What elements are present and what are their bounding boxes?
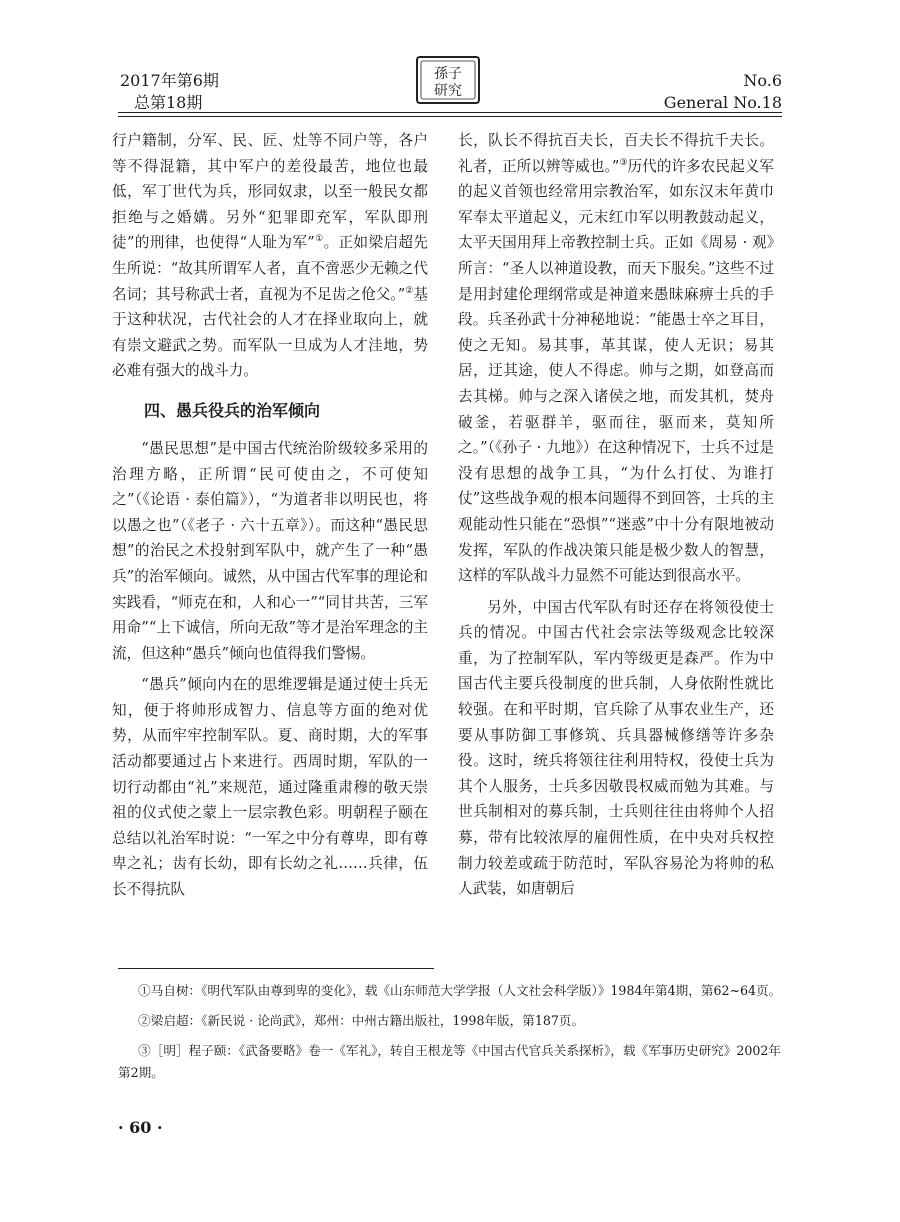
svg-text:孫子: 孫子 [434, 66, 462, 82]
left-paragraph-1: 行户籍制，分军、民、匠、灶等不同户等，各户等不得混籍，其中军户的差役最苦，地位也最低，军丁世代为兵，形同奴隶，以至一般民女都拒绝与之婚媾。另外“犯罪即充军，军队即刑徒”的刑律，也使得“人耻为军”①。正如梁启超先生所说：“故其所谓军人者，直不啻恶少无赖之代名词；其号称武士者，直视为不足齿之伧父。”②基于这种状况，古代社会的人才在择业取向上，就有崇文避武之势。而军队一旦成为人才洼地，势必难有强大的战斗力。 [112, 132, 428, 380]
left-paragraph-3: “愚兵”倾向内在的思维逻辑是通过使士兵无知，便于将帅形成智力、信息等方面的绝对优势，从而牢牢控制军队。夏、商时期，大的军事活动都要通过占卜来进行。西周时期，军队的一切行动都由“礼”来规范，通过隆重肃穆的敬天崇祖的仪式使之蒙上一层宗教色彩。明朝程子颐在总结以礼治军时说：“一军之中分有尊卑，即有尊卑之礼；齿有长幼，即有长幼之礼……兵律，伍长不得抗队 [112, 676, 428, 899]
header-year-issue: 2017年第6期 [120, 71, 219, 90]
header-rule-thin [118, 116, 782, 117]
right-column [458, 128, 774, 902]
header-general-en: General No.18 [663, 93, 782, 112]
header-right [664, 70, 782, 114]
footnote-ref-3[interactable]: ③ [619, 157, 628, 168]
left-paragraph-2: “愚民思想”是中国古代统治阶级较多采用的治理方略，正所谓“民可使由之，不可使知之”（《论语 · 泰伯篇》），“为道者非以明民也，将以愚之也”（《老子 · 六十五章》）。而这种“愚民思想”的治民之术投射到军队中，就产生了一种“愚兵”的治军倾向。诚然，从中国古代军事的理论和实践看，“师克在和，人和心一”“同甘共苦，三军用命”“上下诚信，所向无敌”等才是治军理念的主流，但这种“愚兵”倾向也值得我们警惕。 [112, 439, 428, 662]
footnote-rule [118, 968, 434, 969]
footnote-ref-2[interactable]: ② [405, 285, 414, 296]
header-left [120, 70, 219, 114]
header-total-issue: 总第18期 [134, 93, 203, 112]
svg-text:研究: 研究 [434, 83, 462, 99]
footnote-2: ②梁启超：《新民说 · 论尚武》，郑州：中州古籍出版社，1998年版，第187页。 [138, 1013, 585, 1028]
right-paragraph-2: 另外，中国古代军队有时还存在将领役使士兵的情况。中国古代社会宗法等级观念比较深重，为了控制军队，军内等级更是森严。作为中国古代主要兵役制度的世兵制，人身依附性就比较强。在和平时期，官兵除了从事农业生产，还要从事防御工事修筑、兵具器械修缮等许多杂役。这时，统兵将领往往利用特权，役使士兵为其个人服务，士兵多因敬畏权威而勉为其难。与世兵制相对的募兵制，士兵则往往由将帅个人招募，带有比较浓厚的雇佣性质，在中央对兵权控制力较差或疏于防范时，军队容易沦为将帅的私人武装，如唐朝后 [458, 598, 774, 898]
left-column [112, 128, 428, 903]
header-issue-en: No.6 [743, 71, 782, 90]
section-heading: 四、愚兵役兵的治军倾向 [144, 400, 321, 420]
right-paragraph-1: 长，队长不得抗百夫长，百夫长不得抗千夫长。礼者，正所以辨等威也。”③历代的许多农民起义军的起义首领也经常用宗教治军，如东汉末年黄巾军奉太平道起义，元末红巾军以明教鼓动起义，太平天国用拜上帝教控制士兵。正如《周易 · 观》所言：“圣人以神道设教，而天下服矣。”这些不过是用封建伦理纲常或是神道来愚昧麻痹士兵的手段。兵圣孙武十分神秘地说：“能愚士卒之耳目，使之无知。易其事，革其谋，使人无识；易其居，迂其途，使人不得虑。帅与之期，如登高而去其梯。帅与之深入诸侯之地，而发其机，焚舟破釜，若驱群羊，驱而往，驱而来，莫知所之。”（《孙子 · 九地》）在这种情况下，士兵不过是没有思想的战争工具，“为什么打仗、为谁打仗”这些战争观的根本问题得不到回答，士兵的主观能动性只能在“恐惧”“迷惑”中十分有限地被动发挥，军队的作战决策只能是极少数人的智慧，这样的军队战斗力显然不可能达到很高水平。 [458, 132, 774, 585]
footnote-ref-1[interactable]: ① [314, 234, 324, 245]
footnote-1: ①马自树：《明代军队由尊到卑的变化》，载《山东师范大学学报（人文社会科学版）》1984年第4期，第62~64页。 [138, 983, 782, 998]
header-rule [118, 112, 782, 113]
footnotes [118, 980, 782, 1092]
page-number: · 60 · [118, 1118, 163, 1137]
footnote-3: ③［明］程子颐：《武备要略》卷一《军礼》，转自王根龙等《中国古代官兵关系探析》，载《军事历史研究》2002年第2期。 [118, 1043, 781, 1080]
journal-logo-icon [414, 54, 482, 106]
